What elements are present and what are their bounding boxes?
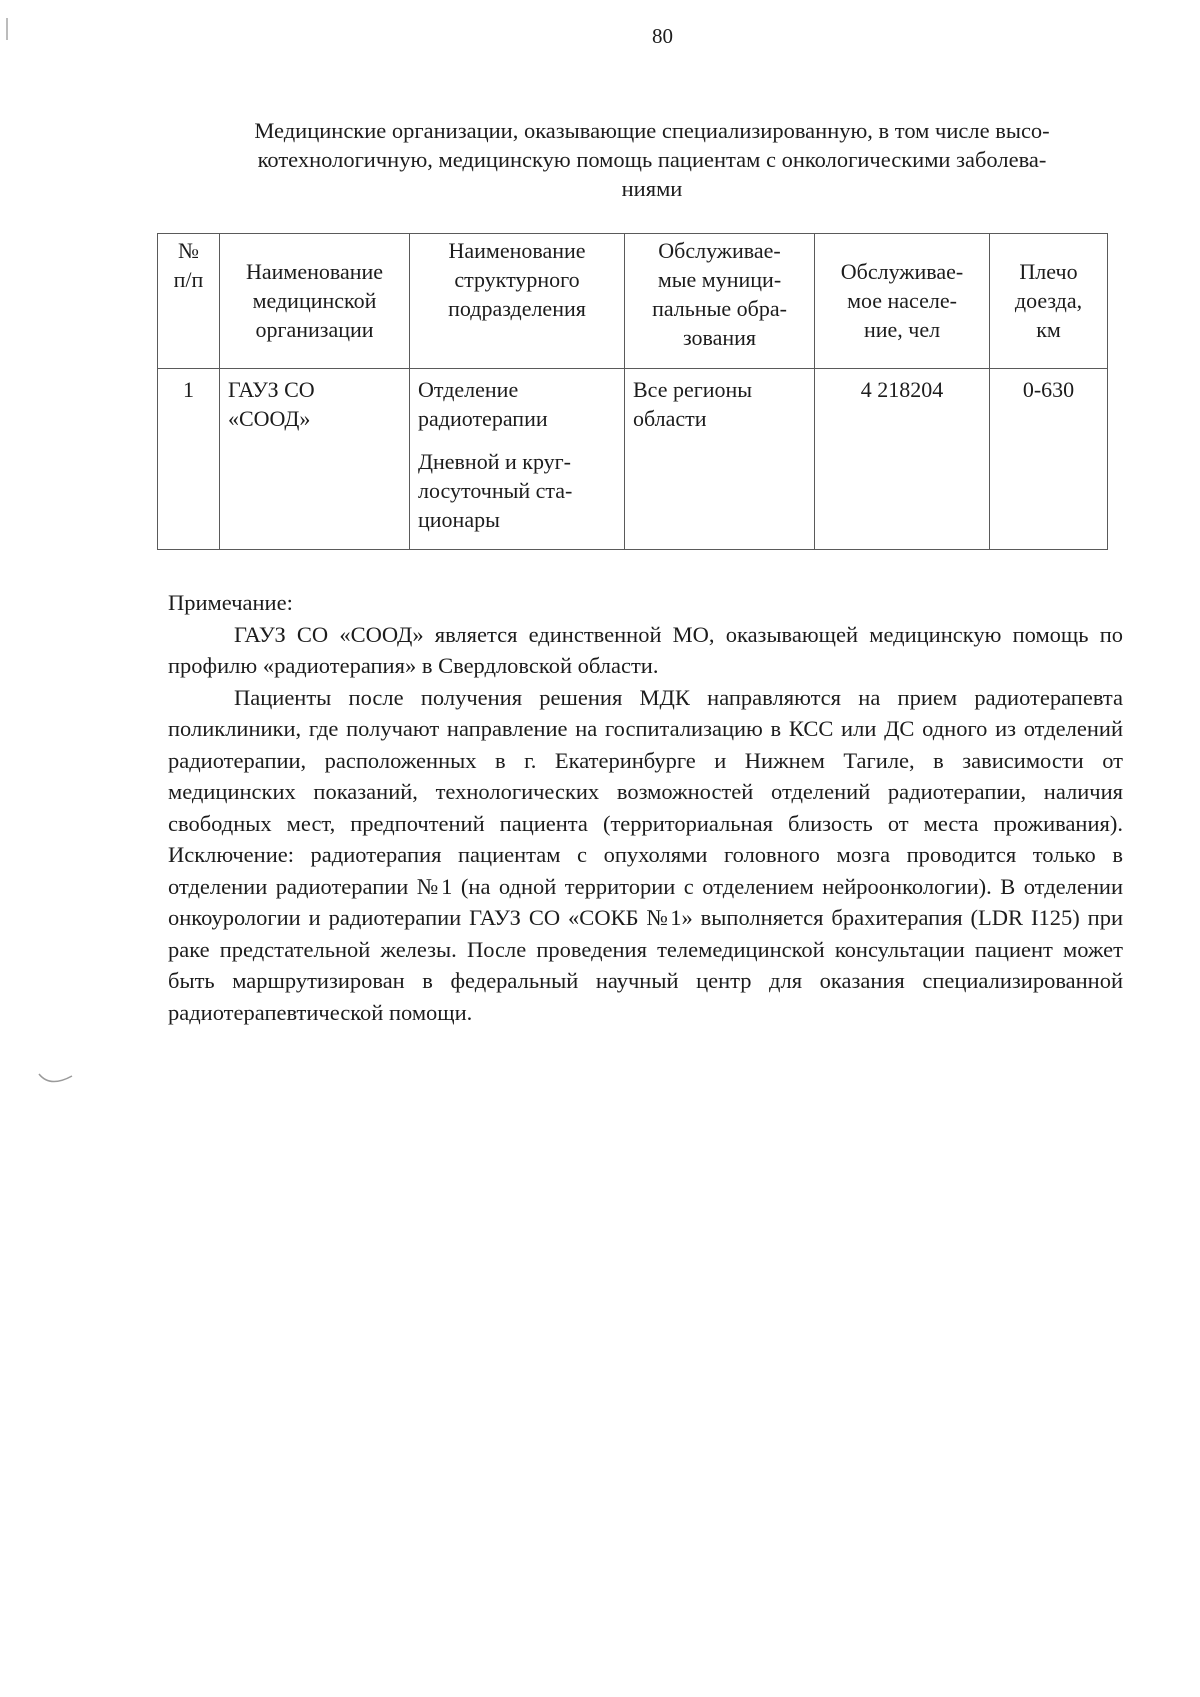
- header-distance: Плечо доезда, км: [990, 234, 1108, 369]
- table-header-row: [158, 234, 1108, 369]
- cell-distance: 0-630: [990, 369, 1108, 550]
- header-number: № п/п: [158, 234, 220, 369]
- cell-population: 4 218204: [815, 369, 990, 550]
- table-row: [158, 369, 1108, 550]
- note-label: Примечание:: [168, 590, 293, 615]
- header-municipalities: Обслуживае- мые муници- пальные обра- зования: [625, 234, 815, 369]
- notes-section: [168, 587, 1123, 1028]
- title-line: ниями: [621, 176, 683, 201]
- medical-organizations-table: [157, 233, 1108, 550]
- note-paragraph: ГАУЗ СО «СООД» является единственной МО, оказывающей медицинскую помощь по профилю «радиотерапия» в Свердловской области.: [168, 621, 1123, 678]
- cell-municipalities: Все регионы области: [625, 369, 815, 550]
- unit-radiotherapy: Отделение радиотерапии: [418, 377, 548, 431]
- cell-number: 1: [158, 369, 220, 550]
- header-structural-unit: Наименование структурного подразделения: [410, 234, 625, 369]
- unit-hospitals: Дневной и круг- лосуточный ста- ционары: [418, 449, 573, 532]
- cell-organization: ГАУЗ СО «СООД»: [220, 369, 410, 550]
- document-title: [178, 116, 1126, 203]
- cell-structural-unit: [410, 369, 625, 550]
- title-line: котехнологичную, медицинскую помощь пациентам с онкологическими заболева-: [257, 147, 1047, 172]
- header-population: Обслуживае- мое населе- ние, чел: [815, 234, 990, 369]
- header-organization: Наименование медицинской организации: [220, 234, 410, 369]
- scan-artifact-curve: [38, 1072, 74, 1086]
- page-number: 80: [652, 24, 673, 48]
- title-line: Медицинские организации, оказывающие специализированную, в том числе высо-: [254, 118, 1050, 143]
- note-paragraph: Пациенты после получения решения МДК направляются на прием радиотерапевта поликлиники, где получают направление на госпитализацию в КСС или ДС одного из отделений радиотерапии, расположенных в г. Екатеринбурге и Нижнем Тагиле, в зависимости от медицинских показаний, технологических возможностей отделений радиотерапии, наличия свободных мест, предпочтений пациента (территориальная близость от места проживания). Исключение: радиотерапия пациентам с опухолями головного мозга проводится только в отделении радиотерапии №1 (на одной территории с отделением нейроонкологии). В отделении онкоурологии и радиотерапии ГАУЗ СО «СОКБ №1» выполняется брахитерапия (LDR I125) при раке предстательной железы. После проведения телемедицинской консультации пациент может быть маршрутизирован в федеральный научный центр для оказания специализированной радиотерапевтической помощи.: [168, 684, 1123, 1025]
